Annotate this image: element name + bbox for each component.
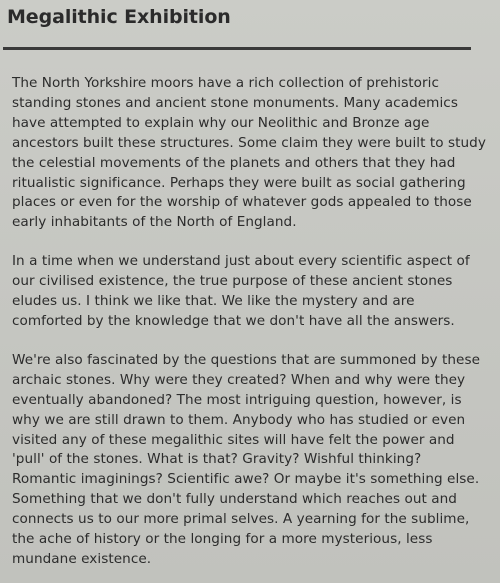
paragraph-2: In a time when we understand just about every scientific aspect of our civilised existence, the true purpose of these ancient stones eludes us. I think we like that. We like the mystery and are comforted by the knowledge that we don't have all the answers. (12, 253, 470, 329)
paragraph-1: The North Yorkshire moors have a rich collection of prehistoric standing stones and ancient stone monuments. Many academics have attempted to explain why our Neolithic and Bronze age ancestors built these structures. Some claim they were built to study the celestial movements of the planets and others that they had ritualistic significance. Perhaps they were built as social gathering places or even for the worship of whatever gods appealed to those early inhabitants of the North of England. (12, 75, 486, 231)
sign-body (12, 74, 488, 570)
sign-title: Megalithic Exhibition (7, 6, 231, 28)
paragraph-3: We're also fascinated by the questions that are summoned by these archaic stones. Why were they created? When and why were they eventually abandoned? The most intriguing question, however, is why we are still drawn to them. Anybody who has studied or even visited any of these megalithic sites will have felt the power and 'pull' of the stones. What is that? Gravity? Wishful thinking? Romantic imaginings? Scientific awe? Or maybe it's something else. Something that we don't fully understand which reaches out and connects us to our more primal selves. A yearning for the sublime, the ache of history or the longing for a more mysterious, less mundane existence. (12, 351, 480, 567)
title-divider (3, 47, 471, 50)
